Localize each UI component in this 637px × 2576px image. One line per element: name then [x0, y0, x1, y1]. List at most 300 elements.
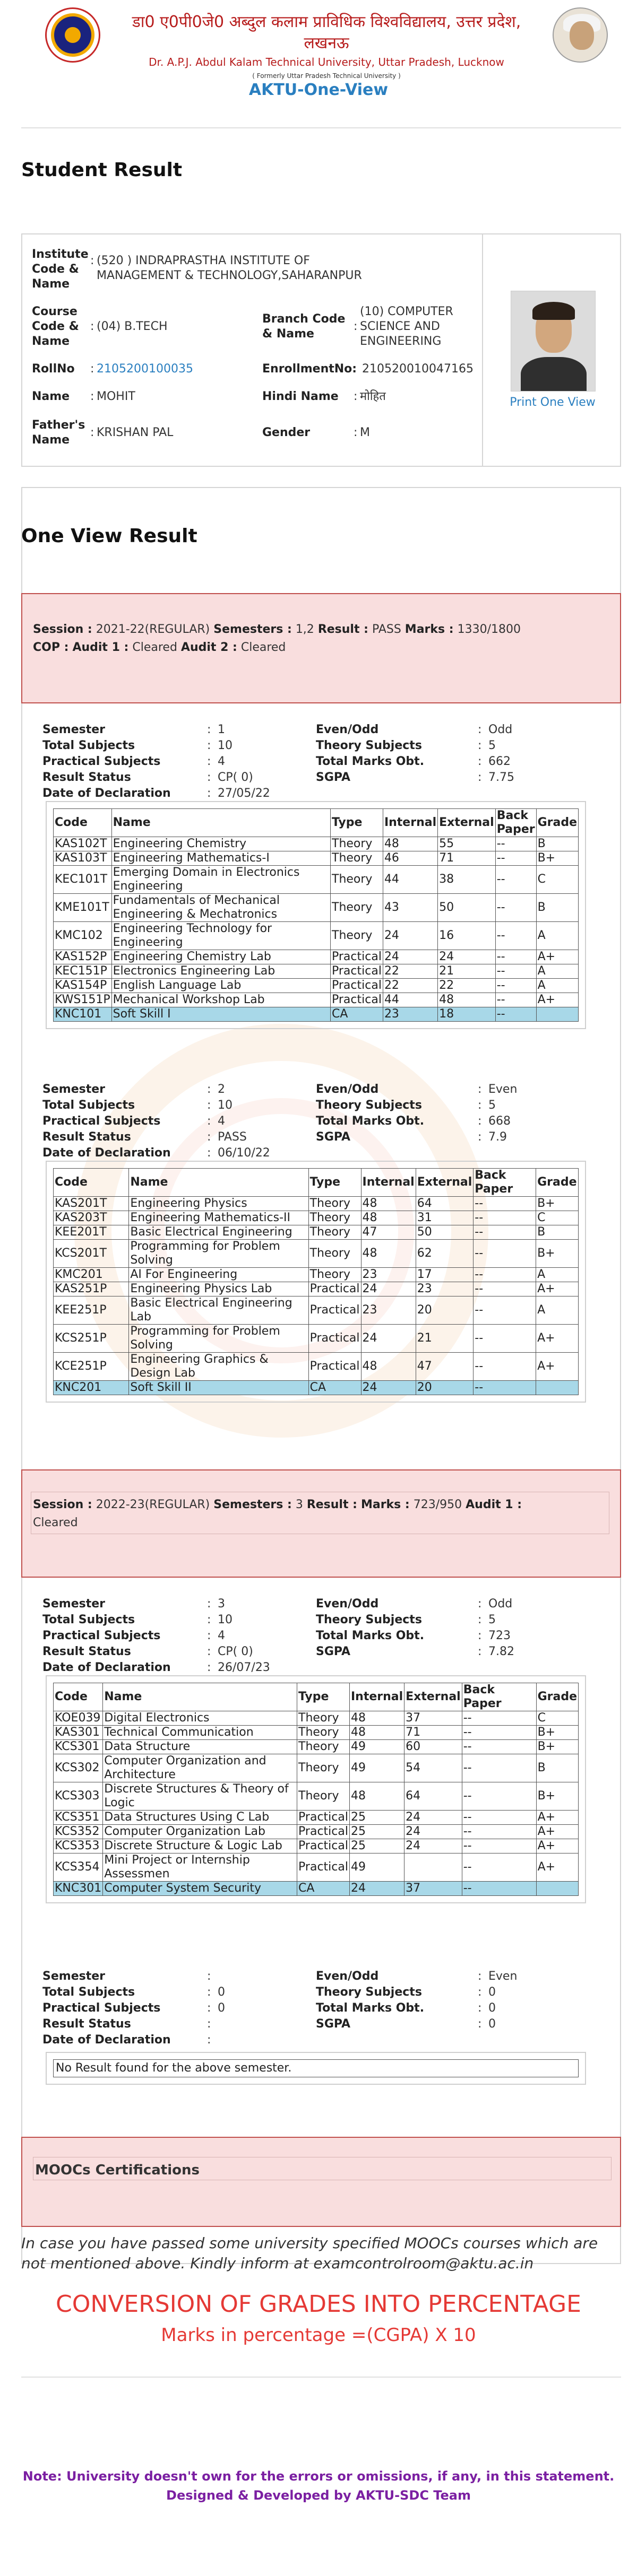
table-row: [54, 1740, 579, 1754]
table-cell: KCS351: [54, 1811, 103, 1825]
table-cell: 18: [438, 1007, 496, 1022]
meta-label-total-subjects: Total Subjects: [42, 1613, 135, 1626]
column-header: Name: [129, 1169, 308, 1197]
meta-label-total-subjects: Total Subjects: [42, 1099, 135, 1112]
table-cell: 20: [416, 1296, 474, 1325]
column-header: Internal: [383, 809, 437, 837]
column-header: External: [416, 1169, 474, 1197]
table-row: [54, 979, 579, 993]
table-cell: KAS203T: [54, 1211, 129, 1225]
table-cell: 55: [438, 837, 496, 851]
table-cell: 50: [416, 1225, 474, 1240]
table-cell: KCS352: [54, 1825, 103, 1839]
table-cell: 24: [361, 1282, 416, 1296]
app-title: AKTU-One-View: [248, 81, 389, 99]
table-cell: 24: [361, 1381, 416, 1395]
table-cell: KCE251P: [54, 1353, 129, 1381]
table-cell: --: [462, 1853, 536, 1882]
table-cell: Digital Electronics: [103, 1711, 297, 1726]
table-cell: 71: [438, 851, 496, 866]
table-cell: 48: [361, 1197, 416, 1211]
column-header: Code: [54, 1683, 103, 1711]
table-cell: 47: [361, 1225, 416, 1240]
meta-value-total-marks: 0: [488, 2001, 496, 2015]
meta-value-practical-subjects: 4: [218, 1115, 225, 1128]
table-cell: --: [495, 922, 536, 950]
table-cell: KEC101T: [54, 866, 112, 894]
table-cell: A+: [536, 993, 578, 1007]
meta-value-practical-subjects: 4: [218, 755, 225, 768]
table-cell: --: [462, 1882, 536, 1896]
institute-label: Institute Code & Name: [32, 248, 89, 291]
university-formerly: ( Formerly Uttar Pradesh Technical University ): [252, 72, 401, 80]
student-result-heading: Student Result: [21, 159, 183, 181]
table-cell: 22: [383, 979, 437, 993]
table-cell: Emerging Domain in Electronics Engineering: [111, 866, 330, 894]
university-hindi-title: डा0 ए0पी0जे0 अब्दुल कलाम प्राविधिक विश्वविद्यालय, उत्तर प्रदेश, लखनऊ: [132, 13, 521, 53]
table-cell: --: [462, 1825, 536, 1839]
table-cell: --: [474, 1197, 536, 1211]
table-cell: 17: [416, 1268, 474, 1282]
meta-value-theory-subjects: 5: [488, 1613, 496, 1626]
table-row: [54, 1353, 579, 1381]
table-cell: 24: [404, 1811, 462, 1825]
hindi-name-label: Hindi Name: [262, 390, 339, 403]
table-cell: CA: [297, 1882, 350, 1896]
table-row: [54, 1197, 579, 1211]
meta-label-sgpa: SGPA: [316, 771, 351, 784]
table-row: [54, 1211, 579, 1225]
meta-value-date: 27/05/22: [218, 787, 270, 800]
footer: [0, 2467, 637, 2505]
table-row: [54, 1711, 579, 1726]
table-cell: Practical: [308, 1353, 361, 1381]
meta-label-practical-subjects: Practical Subjects: [42, 1115, 161, 1128]
table-cell: 48: [361, 1211, 416, 1225]
table-cell: 21: [438, 964, 496, 979]
enrollment-value: 210520010047165: [362, 362, 474, 376]
table-cell: Theory: [297, 1740, 350, 1754]
meta-value-result-status: CP( 0): [218, 771, 253, 784]
table-cell: 62: [416, 1240, 474, 1268]
table-row: [54, 1268, 579, 1282]
table-cell: CA: [331, 1007, 383, 1022]
table-cell: KCS251P: [54, 1325, 129, 1353]
table-cell: Basic Electrical Engineering: [129, 1225, 308, 1240]
table-cell: B+: [536, 851, 578, 866]
table-cell: --: [495, 894, 536, 922]
table-cell: A+: [536, 1811, 578, 1825]
table-cell: Theory: [297, 1754, 350, 1782]
table-row: [54, 1240, 579, 1268]
meta-value-even-odd: Odd: [488, 723, 513, 736]
meta-value-total-marks: 668: [488, 1115, 511, 1128]
table-cell: 23: [361, 1268, 416, 1282]
table-cell: --: [474, 1353, 536, 1381]
table-cell: 24: [404, 1839, 462, 1853]
table-cell: 71: [404, 1726, 462, 1740]
column-header: External: [404, 1683, 462, 1711]
table-cell: --: [462, 1726, 536, 1740]
table-cell: Theory: [297, 1726, 350, 1740]
table-cell: B+: [536, 1726, 578, 1740]
rollno-link[interactable]: 2105200100035: [97, 362, 193, 376]
table-cell: Discrete Structure & Logic Lab: [103, 1839, 297, 1853]
table-cell: KCS353: [54, 1839, 103, 1853]
table-cell: 47: [416, 1353, 474, 1381]
table-cell: 49: [349, 1853, 404, 1882]
table-row: [54, 1811, 579, 1825]
one-view-heading: One View Result: [21, 525, 197, 547]
table-cell: 24: [383, 950, 437, 964]
meta-value-result-status: PASS: [218, 1130, 247, 1144]
table-cell: B+: [536, 1240, 579, 1268]
table-row: [54, 1853, 579, 1882]
table-cell: Theory: [308, 1211, 361, 1225]
table-cell: A+: [536, 1325, 579, 1353]
table-cell: KCS303: [54, 1782, 103, 1811]
table-row: [54, 1225, 579, 1240]
meta-label-total-marks: Total Marks Obt.: [316, 2001, 425, 2015]
table-cell: KEE201T: [54, 1225, 129, 1240]
table-cell: Programming for Problem Solving: [129, 1325, 308, 1353]
meta-value-even-odd: Even: [488, 1970, 518, 1983]
table-row: [54, 866, 579, 894]
table-cell: --: [474, 1325, 536, 1353]
table-row: [54, 1839, 579, 1853]
table-cell: 64: [404, 1782, 462, 1811]
table-cell: Fundamentals of Mechanical Engineering & Mechatronics: [111, 894, 330, 922]
meta-value-total-marks: 662: [488, 755, 511, 768]
meta-label-practical-subjects: Practical Subjects: [42, 1629, 161, 1642]
table-cell: Computer Organization Lab: [103, 1825, 297, 1839]
table-cell: A: [536, 964, 578, 979]
table-cell: C: [536, 1711, 578, 1726]
meta-label-total-marks: Total Marks Obt.: [316, 1115, 425, 1128]
table-cell: 25: [349, 1825, 404, 1839]
table-cell: --: [495, 993, 536, 1007]
table-cell: Mechanical Workshop Lab: [111, 993, 330, 1007]
photo-column: [482, 234, 621, 466]
column-header: Back Paper: [474, 1169, 536, 1197]
footer-credit: Designed & Developed by AKTU-SDC Team: [166, 2488, 471, 2503]
table-cell: Engineering Physics Lab: [129, 1282, 308, 1296]
table-cell: --: [474, 1381, 536, 1395]
apj-kalam-portrait: [553, 7, 608, 63]
table-cell: KAS154P: [54, 979, 112, 993]
table-cell: Engineering Technology for Engineering: [111, 922, 330, 950]
table-cell: Theory: [308, 1225, 361, 1240]
table-cell: KWS151P: [54, 993, 112, 1007]
meta-label-date-of-declaration: Date of Declaration: [42, 1146, 171, 1160]
meta-label-total-marks: Total Marks Obt.: [316, 1629, 425, 1642]
meta-value-date: 26/07/23: [218, 1661, 270, 1674]
table-cell: --: [462, 1711, 536, 1726]
table-cell: 24: [438, 950, 496, 964]
table-cell: 37: [404, 1711, 462, 1726]
table-cell: English Language Lab: [111, 979, 330, 993]
meta-label-even-odd: Even/Odd: [316, 1083, 379, 1096]
table-cell: 16: [438, 922, 496, 950]
table-cell: 38: [438, 866, 496, 894]
meta-value-even-odd: Odd: [488, 1597, 513, 1611]
divider: [21, 127, 621, 128]
rollno-label: RollNo: [32, 362, 75, 376]
table-cell: 44: [383, 993, 437, 1007]
meta-label-even-odd: Even/Odd: [316, 1597, 379, 1611]
gender-value: M: [360, 426, 370, 439]
meta-value-date: 06/10/22: [218, 1146, 270, 1160]
table-cell: --: [462, 1782, 536, 1811]
table-cell: B: [536, 1225, 579, 1240]
table-cell: --: [495, 950, 536, 964]
table-cell: Practical: [331, 950, 383, 964]
table-cell: Practical: [308, 1296, 361, 1325]
column-header: Type: [308, 1169, 361, 1197]
table-row: [54, 1726, 579, 1740]
branch-value: (10) COMPUTER SCIENCE AND ENGINEERING: [360, 305, 453, 348]
meta-value-total-subjects: 10: [218, 1099, 233, 1112]
table-row: [54, 837, 579, 851]
table-cell: --: [495, 1007, 536, 1022]
table-cell: Data Structure: [103, 1740, 297, 1754]
meta-value-total-subjects: 0: [218, 1986, 225, 1999]
meta-label-total-subjects: Total Subjects: [42, 739, 135, 752]
meta-label-total-marks: Total Marks Obt.: [316, 755, 425, 768]
table-cell: --: [495, 979, 536, 993]
table-cell: AI For Engineering: [129, 1268, 308, 1282]
table-cell: 22: [438, 979, 496, 993]
table-row: [54, 1007, 579, 1022]
table-cell: Theory: [331, 837, 383, 851]
name-label: Name: [32, 390, 70, 403]
moocs-panel: [21, 2137, 621, 2227]
table-row: [54, 1325, 579, 1353]
table-cell: 24: [361, 1325, 416, 1353]
table-cell: KCS302: [54, 1754, 103, 1782]
meta-value-semester: 3: [218, 1597, 225, 1611]
table-cell: 48: [361, 1353, 416, 1381]
table-row: [54, 993, 579, 1007]
meta-label-practical-subjects: Practical Subjects: [42, 2001, 161, 2015]
meta-value-sgpa: 0: [488, 2017, 496, 2031]
table-cell: 43: [383, 894, 437, 922]
meta-value-total-marks: 723: [488, 1629, 511, 1642]
column-header: Type: [297, 1683, 350, 1711]
table-cell: 49: [349, 1740, 404, 1754]
table-cell: A: [536, 922, 578, 950]
student-info-panel: Institute Code & Name : (520 ) INDRAPRASTHA INSTITUTE OF MANAGEMENT & TECHNOLOGY,SAHARANPUR Course Code & Name : (04) B.TECH Branch Code & Name : (10) COMPUTER SCIENCE AND ENGINEERING RollNo : 2105200100035 EnrollmentNo: 210520010047165 Name : MOHIT Hindi Name : मोहित Father's Name : KRISHAN PAL Gender : M Print One View: [21, 233, 621, 467]
name-value: MOHIT: [97, 390, 135, 403]
table-cell: Computer Organization and Architecture: [103, 1754, 297, 1782]
meta-label-semester: Semester: [42, 1597, 105, 1611]
semester-result-table: [53, 808, 579, 1022]
column-header: Name: [103, 1683, 297, 1711]
student-photo: [511, 291, 596, 391]
table-cell: 24: [404, 1825, 462, 1839]
table-cell: Practical: [331, 993, 383, 1007]
table-cell: Practical: [308, 1325, 361, 1353]
table-cell: Theory: [308, 1240, 361, 1268]
table-cell: 54: [404, 1754, 462, 1782]
university-english-title: Dr. A.P.J. Abdul Kalam Technical University, Uttar Pradesh, Lucknow: [149, 56, 504, 68]
session-banner-2022-23: Session : 2022-23(REGULAR) Semesters : 3 Result : Marks : 723/950 Audit 1 : Cleared: [21, 1469, 621, 1578]
table-cell: KCS354: [54, 1853, 103, 1882]
university-logo: [45, 7, 100, 63]
table-cell: [536, 1007, 578, 1022]
table-cell: A+: [536, 1839, 578, 1853]
table-cell: KME101T: [54, 894, 112, 922]
column-header: Back Paper: [495, 809, 536, 837]
table-cell: A: [536, 979, 578, 993]
table-row: [54, 1882, 579, 1896]
meta-label-sgpa: SGPA: [316, 1645, 351, 1658]
table-row: [54, 922, 579, 950]
table-cell: Theory: [331, 866, 383, 894]
table-cell: Practical: [331, 964, 383, 979]
enrollment-label: EnrollmentNo:: [262, 362, 357, 376]
table-cell: 25: [349, 1839, 404, 1853]
session-banner-2021-22: Session : 2021-22(REGULAR) Semesters : 1,2 Result : PASS Marks : 1330/1800 COP : Audit 1 : Cleared Audit 2 : Cleared: [21, 593, 621, 703]
table-cell: 24: [383, 922, 437, 950]
table-cell: --: [495, 837, 536, 851]
table-cell: B: [536, 837, 578, 851]
table-cell: A+: [536, 1353, 579, 1381]
table-cell: Engineering Chemistry: [111, 837, 330, 851]
print-one-view-link[interactable]: Print One View: [510, 396, 596, 409]
table-cell: Soft Skill I: [111, 1007, 330, 1022]
table-row: [54, 894, 579, 922]
table-cell: 49: [349, 1754, 404, 1782]
footer-note: Note: University doesn't own for the errors or omissions, if any, in this statement.: [22, 2469, 615, 2484]
column-header: Grade: [536, 809, 578, 837]
table-cell: Practical: [308, 1282, 361, 1296]
table-cell: Computer System Security: [103, 1882, 297, 1896]
meta-label-theory-subjects: Theory Subjects: [316, 739, 422, 752]
meta-label-semester: Semester: [42, 1083, 105, 1096]
table-cell: --: [495, 964, 536, 979]
table-cell: 50: [438, 894, 496, 922]
table-cell: 60: [404, 1740, 462, 1754]
meta-label-result-status: Result Status: [42, 2017, 131, 2031]
table-header-row: [54, 809, 579, 837]
meta-label-semester: Semester: [42, 1970, 105, 1983]
table-row: [54, 1296, 579, 1325]
meta-label-theory-subjects: Theory Subjects: [316, 1613, 422, 1626]
table-cell: Programming for Problem Solving: [129, 1240, 308, 1268]
table-cell: 24: [349, 1882, 404, 1896]
table-cell: A: [536, 1268, 579, 1282]
table-cell: A: [536, 1296, 579, 1325]
column-header: Name: [111, 809, 330, 837]
table-header-row: [54, 1683, 579, 1711]
table-cell: 46: [383, 851, 437, 866]
table-cell: KNC201: [54, 1381, 129, 1395]
meta-label-result-status: Result Status: [42, 1645, 131, 1658]
table-cell: KEC151P: [54, 964, 112, 979]
table-cell: 20: [416, 1381, 474, 1395]
table-cell: 48: [438, 993, 496, 1007]
meta-label-even-odd: Even/Odd: [316, 1970, 379, 1983]
table-cell: --: [474, 1268, 536, 1282]
meta-value-result-status: CP( 0): [218, 1645, 253, 1658]
meta-value-practical-subjects: 0: [218, 2001, 225, 2015]
meta-value-even-odd: Even: [488, 1083, 518, 1096]
table-cell: --: [474, 1211, 536, 1225]
table-cell: B: [536, 1754, 578, 1782]
table-cell: KAS201T: [54, 1197, 129, 1211]
page: डा0 ए0पी0जे0 अब्दुल कलाम प्राविधिक विश्वविद्यालय, उत्तर प्रदेश, लखनऊ Dr. A.P.J. Abdul Kalam Technical University, Uttar Pradesh, Lucknow ( Formerly Uttar Pradesh Technical University ) AKTU-One-View Student Result Institute Code & Name : (520 ) INDRAPRASTHA INSTITUTE OF MANAGEMENT & TECHNOLOGY,SAHARANPUR Course Code & Name : (04) B.TECH Branch Code & Name : (10) COMPUTER SCIENCE AND ENGINEERING RollNo : 2105200100035 EnrollmentNo: 210520010047165 Name : MOHIT Hindi Name : मोहित Father's Name : KRISHAN PAL Gender : M Print One View One View Result Session : 2021-22(REGULAR) Semesters : 1,2 Result : PASS Marks : 1330/1800 COP : Audit 1 : Cleared Audit 2 : Cleared Session : 2022-23(REGULAR) Semesters : 3 Result : Marks : 723/950 Audit 1 : Cleared MOOCs Certifications In case you have passed some university specified MOOCs courses which are not mentioned above. Kindly inform at examcontrolroom@aktu.ac.in CONVERSION OF GRADES INTO PERCENTAGE Marks in percentage =(CGPA) X 10 Note: University doesn't own for the errors or omissions, if any, in this statement. Designed & Developed by AKTU-SDC Team Semester : 1 Even/Odd : Odd Total Subjects : 10 Theory Subjects : 5 Practical Subjects : 4 Total Marks Obt. : 662 Result Status : CP( 0) SGPA : 7.75 Date of Declaration : 27/05/22 Code Name Type Internal External Back Paper Grade KAS102T Engineering Chemistry Theory 48 55 -- B KAS103T Engineering Mathematics-I Theory 46 71 -- B+ KEC101T Emerging Domain in Electronics Engineering Theory 44 38 -- C KME101T Fundamentals of Mechanical Engineering & Mechatronics Theory 43 50 -- B KMC102 Engineering Technology for Engineering Theory 24 16 -- A KAS152P Engineering Chemistry Lab Practical 24 24 -- A+ KEC151P Electronics Engineering Lab Practical 22 21 -- A KAS154P English Language Lab Practical 22 22 -- A KWS151P Mechanical Workshop Lab Practical 44 48 -- A+ KNC101 Soft Skill I CA 23 18 -- Semester : 2 Even/Odd : Even Total Subjects : 10 Theory Subjects : 5 Practical Subjects : 4 Total Marks Obt. : 668 Result Status : PASS SGPA : 7.9 Date of Declaration : 06/10/22 Code Name Type Internal External Back Paper Grade KAS201T Engineering Physics Theory 48 64 -- B+ KAS203T Engineering Mathematics-II Theory 48 31 -- C KEE201T Basic Electrical Engineering Theory 47 50 -- B KCS201T Programming for Problem Solving Theory 48 62 -- B+ KMC201 AI For Engineering Theory 23 17 -- A KAS251P Engineering Physics Lab Practical 24 23 -- A+ KEE251P Basic Electrical Engineering Lab Practical 23 20 -- A KCS251P Programming for Problem Solving Practical 24 21 -- A+ KCE251P Engineering Graphics & Design Lab Practical 48 47 -- A+ KNC201 Soft Skill II CA 24 20 -- Semester : 3 Even/Odd : Odd Total Subjects : 10 Theory Subjects : 5 Practical Subjects : 4 Total Marks Obt. : 723 Result Status : CP( 0) SGPA : 7.82 Date of Declaration : 26/07/23 Code Name Type Internal External Back Paper Grade KOE039 Digital Electronics Theory 48 37 -- C KAS301 Technical Communication Theory 48 71 -- B+ KCS301 Data Structure Theory 49 60 -- B+ KCS302 Computer Organization and Architecture Theory 49 54 -- B KCS303 Discrete Structures & Theory of Logic Theory 48 64 -- B+ KCS351 Data Structures Using C Lab Practical 25 24 -- A+ KCS352 Computer Organization Lab Practical 25 24 -- A+ KCS353 Discrete Structure & Logic Lab Practical 25 24 -- A+ KCS354 Mini Project or Internship Assessmen Practical 49 -- A+ KNC301 Computer System Security CA 24 37 -- Semester : Even/Odd : Even Total Subjects : 0 Theory Subjects : 0 Practical Subjects : 0 Total Marks Obt. : 0 Result Status : SGPA : 0 Date of Declaration : No Result found for the above semester.: [0, 0, 637, 2576]
table-cell: KAS301: [54, 1726, 103, 1740]
table-cell: 31: [416, 1211, 474, 1225]
semester-result-table: [53, 1683, 579, 1896]
column-header: Code: [54, 809, 112, 837]
moocs-title: MOOCs Certifications: [35, 2162, 200, 2178]
table-cell: Discrete Structures & Theory of Logic: [103, 1782, 297, 1811]
column-header: Back Paper: [462, 1683, 536, 1711]
meta-label-date-of-declaration: Date of Declaration: [42, 787, 171, 800]
table-cell: KCS201T: [54, 1240, 129, 1268]
university-header: [45, 7, 608, 80]
table-cell: KAS152P: [54, 950, 112, 964]
table-cell: Theory: [297, 1782, 350, 1811]
column-header: Grade: [536, 1169, 579, 1197]
table-cell: C: [536, 1211, 579, 1225]
table-cell: KNC301: [54, 1882, 103, 1896]
table-cell: --: [474, 1225, 536, 1240]
meta-label-date-of-declaration: Date of Declaration: [42, 1661, 171, 1674]
table-cell: 48: [349, 1711, 404, 1726]
table-cell: KMC201: [54, 1268, 129, 1282]
table-cell: Basic Electrical Engineering Lab: [129, 1296, 308, 1325]
table-cell: KAS103T: [54, 851, 112, 866]
table-cell: 23: [416, 1282, 474, 1296]
table-cell: 23: [361, 1296, 416, 1325]
table-cell: A+: [536, 1282, 579, 1296]
meta-label-date-of-declaration: Date of Declaration: [42, 2033, 171, 2047]
table-cell: 25: [349, 1811, 404, 1825]
hindi-name-value: मोहित: [360, 390, 386, 403]
meta-label-even-odd: Even/Odd: [316, 723, 379, 736]
table-cell: Theory: [308, 1197, 361, 1211]
table-cell: Engineering Mathematics-I: [111, 851, 330, 866]
branch-label: Branch Code & Name: [262, 312, 346, 341]
table-header-row: [54, 1169, 579, 1197]
table-cell: KEE251P: [54, 1296, 129, 1325]
meta-value-sgpa: 7.82: [488, 1645, 514, 1658]
table-cell: KOE039: [54, 1711, 103, 1726]
table-cell: Theory: [331, 922, 383, 950]
table-cell: --: [462, 1839, 536, 1853]
table-cell: Theory: [331, 894, 383, 922]
meta-label-practical-subjects: Practical Subjects: [42, 755, 161, 768]
meta-label-sgpa: SGPA: [316, 1130, 351, 1144]
table-cell: KMC102: [54, 922, 112, 950]
gender-label: Gender: [262, 426, 311, 439]
table-cell: Technical Communication: [103, 1726, 297, 1740]
table-cell: Soft Skill II: [129, 1381, 308, 1395]
father-label: Father's Name: [32, 419, 85, 447]
table-cell: --: [474, 1240, 536, 1268]
table-cell: Practical: [331, 979, 383, 993]
meta-value-theory-subjects: 0: [488, 1986, 496, 1999]
table-cell: B: [536, 894, 578, 922]
table-cell: 23: [383, 1007, 437, 1022]
table-cell: A+: [536, 1853, 578, 1882]
table-cell: KCS301: [54, 1740, 103, 1754]
table-cell: [404, 1853, 462, 1882]
table-row: [54, 1754, 579, 1782]
